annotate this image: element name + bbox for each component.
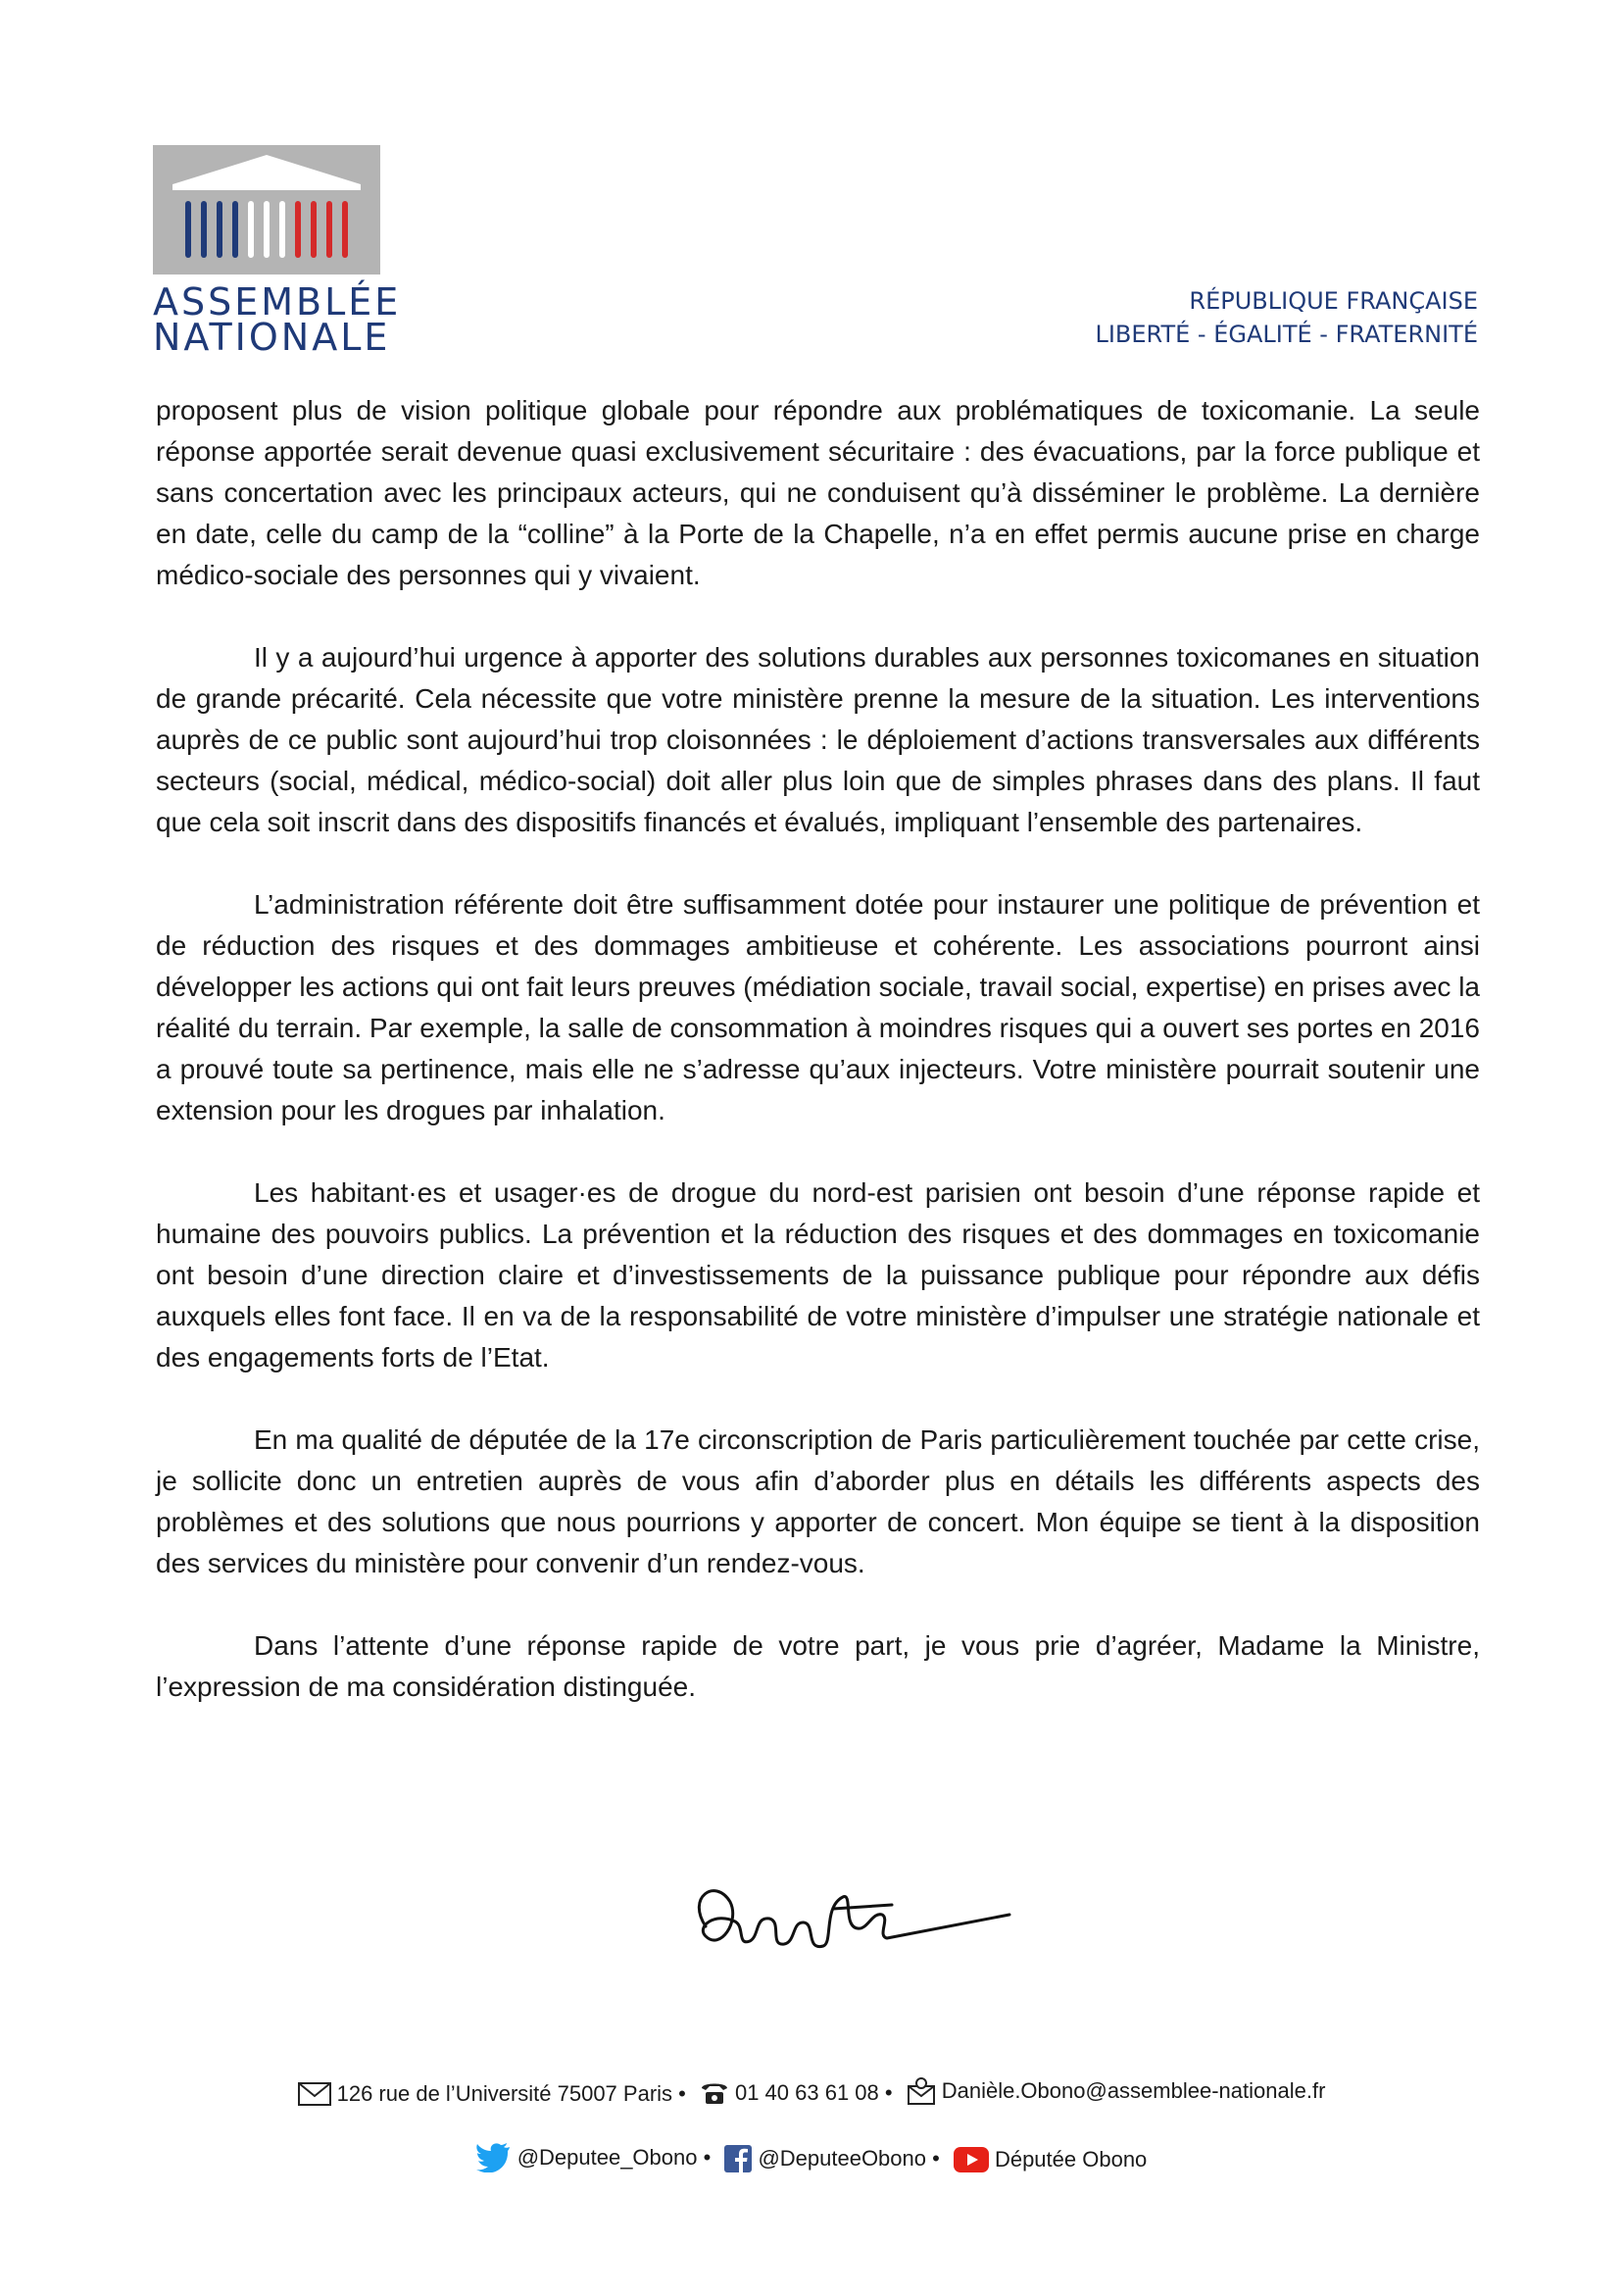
paragraph-3: L’administration référente doit être suffisamment dotée pour instaurer une politique de prévention et de réduction des risques et des dommages ambitieuse et cohérente. Les associations pourront ainsi développer les actions qui ont fait leurs preuves (médiation sociale, travail social, expertise) en prises avec la réalité du terrain. Par exemple, la salle de consommation à moindres risques qui a ouvert ses portes en 2016 a prouvé toute sa pertinence, mais elle ne s’adresse qu’aux injecteurs. Votre ministère pourrait soutenir une extension pour les drogues par inhalation. <box>156 889 1480 1125</box>
assemblee-nationale-logo <box>153 145 402 359</box>
facebook-handle[interactable]: @DeputeeObono • <box>758 2146 940 2171</box>
youtube-icon <box>954 2147 989 2172</box>
logo-text <box>153 280 402 359</box>
phone-text: 01 40 63 61 08 • <box>734 2080 893 2105</box>
letter-body <box>156 390 1480 1749</box>
building-icon <box>153 145 380 275</box>
republic-header <box>1095 284 1478 351</box>
phone-icon <box>700 2080 729 2106</box>
facebook-icon <box>724 2145 752 2172</box>
envelope-icon <box>298 2082 331 2106</box>
paragraph-4: Les habitant·es et usager·es de drogue du nord-est parisien ont besoin d’une réponse rapide et humaine des pouvoirs publics. La prévention et la réduction des risques et des dommages en toxicomanie ont besoin d’une direction claire et d’investissements de la puissance publique pour répondre aux défis auxquels elles font face. Il en va de la responsabilité de votre ministère d’impulser une stratégie nationale et des engagements forts de l’Etat. <box>156 1177 1480 1373</box>
youtube-channel[interactable]: Députée Obono <box>994 2147 1148 2171</box>
footer-youtube[interactable] <box>954 2147 1147 2172</box>
paragraph-5: En ma qualité de députée de la 17e circonscription de Paris particulièrement touchée par cette crise, je sollicite donc un entretien auprès de vous afin d’aborder plus en détails les différents aspects des problèmes et des solutions que nous pourrions y apporter de concert. Mon équipe se tient à la disposition des services du ministère pour convenir d’un rendez-vous. <box>156 1424 1480 1578</box>
footer-contact <box>0 2076 1623 2112</box>
twitter-icon <box>476 2143 512 2172</box>
footer-email[interactable] <box>907 2076 1326 2106</box>
republic-name: RÉPUBLIQUE FRANÇAISE <box>1189 287 1478 315</box>
logo-emblem <box>153 145 380 275</box>
footer-social <box>0 2143 1623 2178</box>
paragraph-6: Dans l’attente d’une réponse rapide de votre part, je vous prie d’agréer, Madame la Ministre, l’expression de ma considération distinguée. <box>156 1630 1480 1702</box>
footer-phone <box>700 2080 893 2106</box>
address-text: 126 rue de l’Université 75007 Paris • <box>336 2081 686 2106</box>
footer-address <box>298 2081 686 2107</box>
paragraph-2: Il y a aujourd’hui urgence à apporter des solutions durables aux personnes toxicomanes en situation de grande précarité. Cela nécessite que votre ministère prenne la mesure de la situation. Les interventions auprès de ce public sont aujourd’hui trop cloisonnées : le déploiement d’actions transversales aux différents secteurs (social, médical, médico-social) doit aller plus loin que de simples phrases dans des plans. Il faut que cela soit inscrit dans des dispositifs financés et évalués, impliquant l’ensemble des partenaires. <box>156 642 1480 837</box>
twitter-handle[interactable]: @Deputee_Obono • <box>516 2145 712 2170</box>
handwritten-signature <box>676 1868 1019 1985</box>
logo-line-1: ASSEMBLÉE <box>153 280 402 324</box>
footer-facebook[interactable] <box>724 2145 939 2172</box>
email-icon <box>907 2076 936 2106</box>
paragraph-1: proposent plus de vision politique globale pour répondre aux problématiques de toxicomanie. La seule réponse apportée serait devenue quasi exclusivement sécuritaire : des évacuations, par la force publique et sans concertation avec les principaux acteurs, qui ne conduisent qu’à disséminer le problème. La dernière en date, celle du camp de la “colline” à la Porte de la Chapelle, n’a en effet permis aucune prise en charge médico-sociale des personnes qui y vivaient. <box>156 395 1480 590</box>
footer-twitter[interactable] <box>476 2143 712 2172</box>
email-text[interactable]: Danièle.Obono@assemblee-nationale.fr <box>941 2078 1326 2103</box>
republic-motto: LIBERTÉ - ÉGALITÉ - FRATERNITÉ <box>1095 321 1478 348</box>
logo-line-2: NATIONALE <box>153 316 391 359</box>
